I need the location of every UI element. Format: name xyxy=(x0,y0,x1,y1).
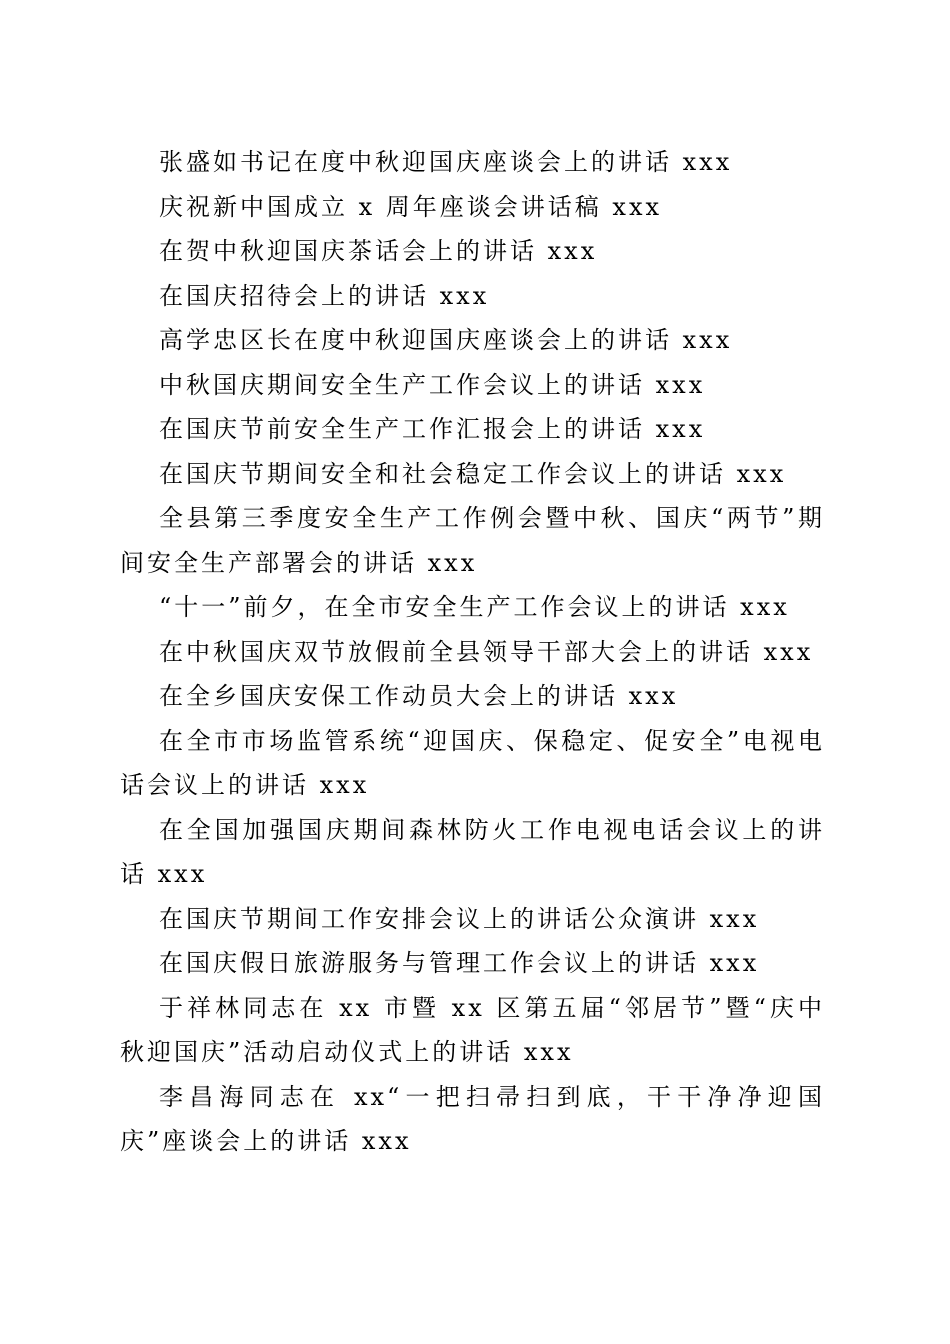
list-item: “十一”前夕，在全市安全生产工作会议上的讲话 xxx xyxy=(159,593,790,621)
list-item: 在中秋国庆双节放假前全县领导干部大会上的讲话 xxx xyxy=(159,637,814,666)
list-item: 于祥林同志在 xx 市暨 xx 区第五届“邻居节”暨“庆中秋迎国庆”活动启动仪式上的讲话 xxx xyxy=(120,993,825,1066)
list-item: 在国庆招待会上的讲话 xxx xyxy=(159,281,490,310)
list-item: 庆祝新中国成立 x 周年座谈会讲话稿 xxx xyxy=(159,192,663,221)
list-item: 李昌海同志在 xx“一把扫帚扫到底，干干净净迎国庆”座谈会上的讲话 xxx xyxy=(120,1082,825,1155)
list-item: 在全国加强国庆期间森林防火工作电视电话会议上的讲话 xxx xyxy=(120,815,825,888)
list-item: 在全市市场监管系统“迎国庆、保稳定、促安全”电视电话会议上的讲话 xxx xyxy=(120,726,825,799)
list-item: 在贺中秋迎国庆茶话会上的讲话 xxx xyxy=(159,237,598,265)
list-item: 张盛如书记在度中秋迎国庆座谈会上的讲话 xxx xyxy=(159,148,733,176)
list-item: 全县第三季度安全生产工作例会暨中秋、国庆“两节”期间安全生产部署会的讲话 xxx xyxy=(120,504,825,577)
list-item: 高学忠区长在度中秋迎国庆座谈会上的讲话 xxx xyxy=(159,326,733,354)
document-page xyxy=(120,140,825,1164)
list-item: 中秋国庆期间安全生产工作会议上的讲话 xxx xyxy=(159,370,706,399)
list-item: 在国庆节期间安全和社会稳定工作会议上的讲话 xxx xyxy=(159,459,787,488)
list-item: 在国庆假日旅游服务与管理工作会议上的讲话 xxx xyxy=(159,949,760,977)
list-item: 在国庆节期间工作安排会议上的讲话公众演讲 xxx xyxy=(159,904,760,933)
list-item: 在国庆节前安全生产工作汇报会上的讲话 xxx xyxy=(159,415,706,443)
list-item: 在全乡国庆安保工作动员大会上的讲话 xxx xyxy=(159,682,679,710)
